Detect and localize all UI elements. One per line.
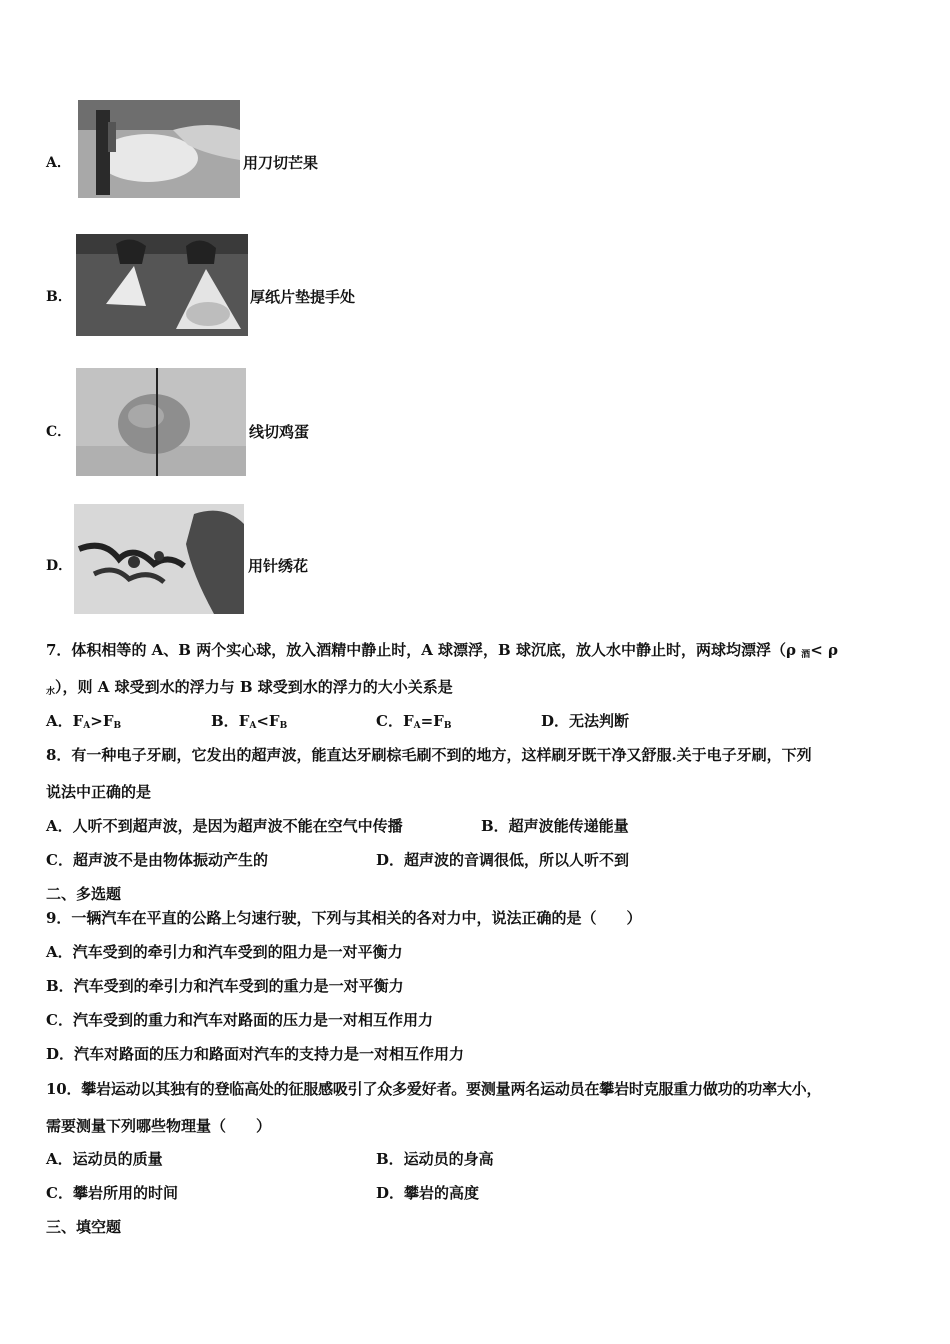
q7-option-c: C．$F_A=F_B$ [376,712,452,731]
option-caption: 线切鸡蛋 [249,423,310,441]
q8-stem-line2: 说法中正确的是 [46,783,152,801]
q8-option-a: A．人听不到超声波，是因为超声波不能在空气中传播 [46,817,403,835]
paper-pad-bag-handle-photo [76,234,248,336]
needle-embroidery-photo [74,504,244,614]
option-letter: B． [46,289,72,305]
q7-stem-line1: 7．体积相等的 A、B 两个实心球，放入酒精中静止时，A 球漂浮，B 球沉底，放人水中静止时，两球均漂浮（ρ $_酒$< ρ [46,641,838,660]
section-heading-fill-in-blank: 三、填空题 [46,1218,122,1236]
q7-option-d: D．无法判断 [541,712,630,730]
q8-option-d: D．超声波的音调很低，所以人听不到 [376,851,630,869]
q9-option-a: A．汽车受到的牵引力和汽车受到的阻力是一对平衡力 [46,943,403,961]
q8-option-c: C．超声波不是由物体振动产生的 [46,851,268,869]
option-letter: C． [46,424,72,440]
q10-option-c: C．攀岩所用的时间 [46,1184,178,1202]
option-caption: 用针绣花 [248,557,309,575]
q10-option-a: A．运动员的质量 [46,1150,163,1168]
knife-cutting-mango-photo [78,100,240,198]
q9-option-d: D．汽车对路面的压力和路面对汽车的支持力是一对相互作用力 [46,1045,465,1063]
q8-option-b: B．超声波能传递能量 [481,817,629,835]
thread-cutting-egg-photo [76,368,246,476]
option-letter: A． [46,155,71,171]
q8-stem-line1: 8．有一种电子牙刷，它发出的超声波，能直达牙刷棕毛刷不到的地方，这样刷牙既干净又舒服.关于电子牙刷，下列 [46,746,812,764]
q10-stem-line1: 10．攀岩运动以其独有的登临高处的征服感吸引了众多爱好者。要测量两名运动员在攀岩时克服重力做功的功率大小， [46,1080,822,1098]
q7-stem-line2: $_水$），则 A 球受到水的浮力与 B 球受到水的浮力的大小关系是 [46,678,453,697]
q9-option-b: B．汽车受到的牵引力和汽车受到的重力是一对平衡力 [46,977,404,995]
option-caption: 用刀切芒果 [243,154,319,172]
option-caption: 厚纸片垫提手处 [250,288,356,306]
section-heading-multiple-choice: 二、多选题 [46,885,122,903]
q10-option-d: D．攀岩的高度 [376,1184,480,1202]
q10-stem-line2: 需要测量下列哪些物理量（ ） [46,1117,272,1135]
q7-option-a: A．$F_A>F_B$ [46,712,122,731]
q7-option-b: B．$F_A<F_B$ [211,712,288,731]
q9-option-c: C．汽车受到的重力和汽车对路面的压力是一对相互作用力 [46,1011,433,1029]
option-letter: D． [46,558,73,574]
q9-stem: 9．一辆汽车在平直的公路上匀速行驶，下列与其相关的各对力中，说法正确的是（ ） [46,909,642,927]
q10-option-b: B．运动员的身高 [376,1150,494,1168]
